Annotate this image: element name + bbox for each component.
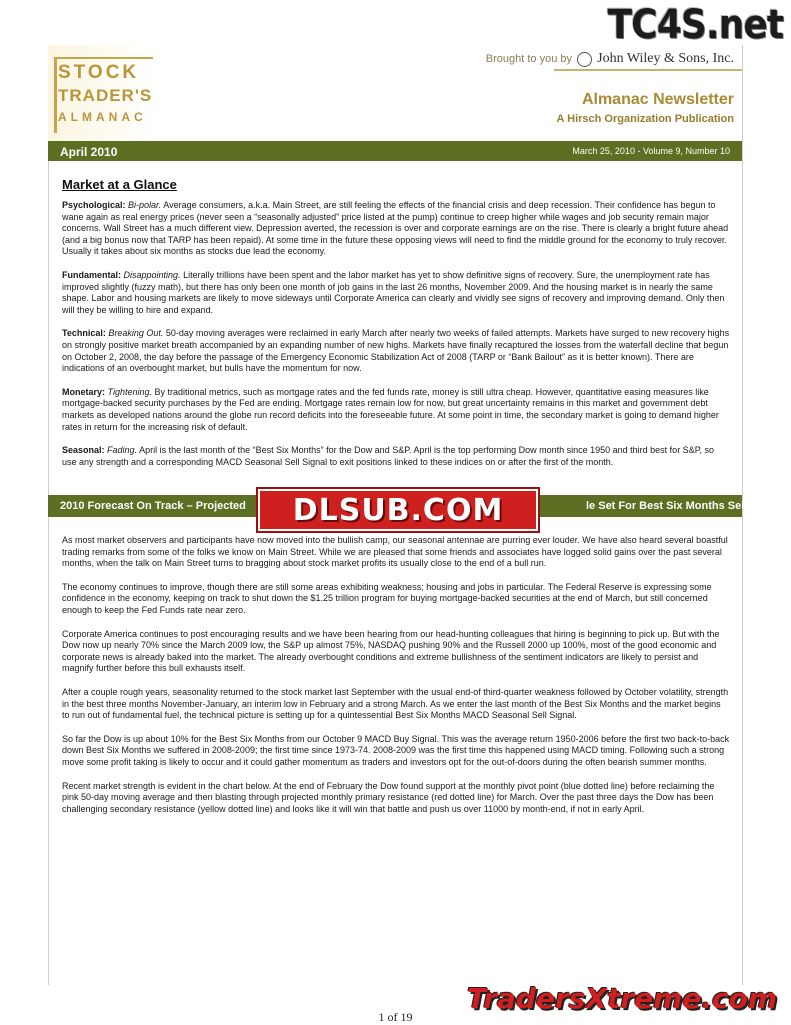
glance-label: Fundamental: [62,269,122,280]
glance-paragraph [62,387,730,433]
forecast-paragraph: Recent market strength is evident in the chart below. At the end of February the Dow found support at the monthly pivot point (blue dotted line) before reclaiming the pink 50-day moving average and then blasting through projected monthly primary resistance (red dotted line) for March. Over the past three days the Dow has been challenging secondary resistance (yellow dotted line) and looks like it will win that battle and push us over 11000 by month-end, if not in early April. [62,780,715,814]
glance-paragraph [62,445,730,468]
issue-band [48,141,742,161]
glance-text: Average consumers, a.k.a. Main Street, are still feeling the effects of the financial crisis and deep recession. Their confidence has begun to wane again as real energy prices (never seen a “seasonally adjusted” price listed at the pump) continue to creep higher while wages and job security remain major concerns. Wall Street has a much different view. Depression averted, the recession is over and corporate earnings are on the rise. There is clearly a bright future ahead (and a big bonus now that TARP has been repaid). At some time in the future these opposing views will need to find the middle ground for the economy to truly recover. Usually it takes about six months as stocks due lead the economy. [62,200,729,257]
section-title-market-at-a-glance: Market at a Glance [62,177,177,192]
forecast-paragraph: The economy continues to improve, though there are still some areas exhibiting weakness; housing and jobs in particular. The Federal Reserve is expressing some confidence in the economy, keeping on track to shut down the $1.25 trillion program for buying mortgage-backed securities at the end of March, but still concerned enough to keep the Fed Funds rate near zero. [62,581,712,615]
stock-traders-almanac-logo [48,45,158,141]
glance-text: 50-day moving averages were reclaimed in early March after nearly two weeks of failed attempts. Markets have surged to new recovery highs on strongly positive market breath accompanied by an expanding number of new highs. Markets have finally recaptured the losses from the waterfall decline that begun on October 2, 2008, the day before the passage of the Emergency Economic Stabilization Act of 2008 (TARP or “Bank Bailout” as it is better known). There are indications of an overbought market, but bulls have the momentum for now. [62,328,730,374]
glance-text: April is the last month of the “Best Six Months” for the Dow and S&P. April is the top performing Dow month since 1950 and third best for S&P, so use any strength and a corresponding MACD Seasonal Sell Signal to exit positions linked to these indices on or after the first of the month. [62,445,715,467]
newsletter-title: Almanac Newsletter [581,91,734,108]
logo-line-traders: TRADER'S [58,86,153,105]
glance-tone: Bi-polar. [128,200,162,210]
glance-text: By traditional metrics, such as mortgage rates and the fed funds rate, money is still ultra cheap. However, quantitative easing measures like mortgage-backed security purchases by the Fed are ending. Mortgage rates remain low for now, but great uncertainty remains in this market and government debt markets as developed nations around the globe run record deficits into the foreseeable future. At some point in time, the secondary market is going to demand higher rates in return for the increasing risk of default. [62,386,719,432]
wiley-logo-icon [577,52,592,67]
glance-paragraph [62,200,730,258]
glance-paragraph [62,270,730,316]
header-divider [554,69,742,71]
newsletter-subtitle: A Hirsch Organization Publication [556,113,734,125]
glance-label: Psychological: [62,200,126,210]
forecast-band-left: 2010 Forecast On Track – Projected [60,500,246,512]
forecast-paragraph: So far the Dow is up about 10% for the Best Six Months from our October 9 MACD Buy Signal. This was the average return 1950-2006 before the first two back-to-back down Best Six Months we suffered in 2008-2009; the first time since 1973-74. 2008-2009 was the first time this happened using MACD timing. Following such a strong move some profit taking is likely to occur and it could gather momentum as traders and investors opt for the out-of-doors during the often bearish summer months. [62,733,730,767]
forecast-paragraph: Corporate America continues to post encouraging results and we have been hearing from our head-hunting colleagues that hiring is beginning to pick up. But with the Dow now up nearly 70% since the March 2009 low, the S&P up almost 75%, NASDAQ pushing 90% and the Russell 2000 up 100%, most of the good economic and corporate news is already baked into the market. The already overbought conditions and extreme bullishness of the sentiment indicators are likely to persist and magnify further before this bull exhausts itself. [62,628,720,674]
glance-tone: Fading. [107,445,138,456]
glance-tone: Disappointing. [123,269,181,280]
dlsub-watermark-stamp [258,489,538,531]
forecast-band-right: le Set For Best Six Months Sell [586,500,748,512]
forecast-paragraph: After a couple rough years, seasonality returned to the stock market last September with the usual end-of third-quarter weakness followed by October volatility, strength in the best three months November-January, an interim low in February and a strong March. As we enter the last month of the Best Six Months and the market begins to run out of fundamental fuel, the technical picture is setting up for a quintessential Best Six Months MACD Seasonal Sell Signal. [62,686,729,721]
logo-line-stock: STOCK [58,62,140,83]
forecast-section [62,535,730,815]
issue-date-volume: March 25, 2010 - Volume 9, Number 10 [572,146,730,156]
logo-line-almanac: ALMANAC [58,110,147,124]
stamp-text: DLSUB.COM [292,492,504,528]
issue-month: April 2010 [60,145,118,159]
publisher-name: John Wiley & Sons, Inc. [597,51,734,66]
watermark-tradersxtreme: TradersXtreme.com [467,982,777,1015]
glance-tone: Breaking Out. [108,328,164,339]
watermark-tc4s: TC4S.net [607,2,783,48]
glance-text: Literally trillions have been spent and the labor market has yet to show definitive signs of recovery. Sure, the unemployment rate has improved slightly (fuzzy math), but there has only been one month of job gains in the last 26 months, November 2009. And the housing market is in nearly the same shape. Labor and housing markets are likely to move sideways until Corporate America can clearly and vividly see signs of recovery and improving demand. Only then will they be willing to hire and expand. [62,269,725,315]
brought-to-you-text: Brought to you by [485,53,573,65]
glance-tone: Tightening. [107,386,152,397]
market-glance-section [62,200,730,468]
publisher-credit [486,51,734,67]
glance-label: Seasonal: [62,445,105,456]
forecast-paragraph: As most market observers and participants have now moved into the bullish camp, our seasonal antennae are purring ever louder. We have also heard several boastful trading remarks from some of the folks we know on Main Street. While we are pleased that some friends and associates have logged solid gains over the past several months, when the talk on Main Street turns to bragging about stock market profits its usually close to the end of a bull run. [62,535,728,569]
glance-paragraph [62,328,730,374]
newsletter-header [48,45,742,141]
glance-label: Monetary: [62,386,106,397]
glance-label: Technical: [62,328,106,339]
page-number: 1 of 19 [378,1010,413,1024]
